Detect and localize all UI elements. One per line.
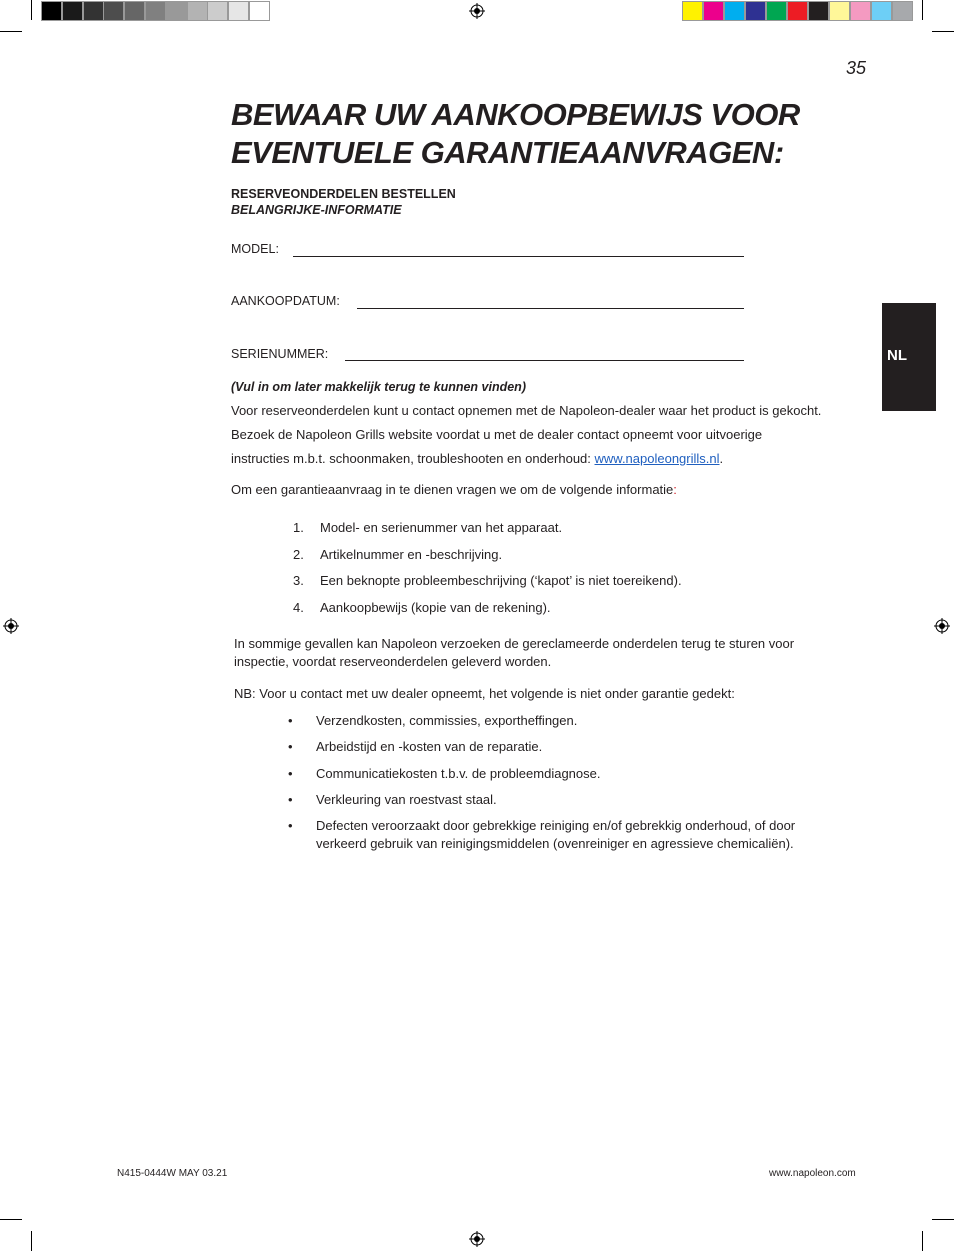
warranty-intro <box>231 482 677 497</box>
bullet-item-text: Verkleuring van roestvast staal. <box>316 792 497 807</box>
page-title <box>231 96 800 172</box>
color-swatch <box>829 1 850 21</box>
page-number: 35 <box>846 58 867 78</box>
parts-paragraph-line-3 <box>231 451 723 466</box>
bullet-icon: • <box>288 818 293 833</box>
gray-swatch <box>62 1 83 21</box>
numbered-item-text: Een beknopte probleembeschrijving (‘kapot’ is niet toereikend). <box>320 573 682 588</box>
purchase-date-label: AANKOOPDATUM: <box>231 294 340 308</box>
nb-intro: NB: Voor u contact met uw dealer opneemt, het volgende is niet onder garantie gedekt: <box>234 686 735 701</box>
model-label: MODEL: <box>231 242 279 256</box>
gray-swatch <box>228 1 249 21</box>
return-paragraph-line-2: inspectie, voordat reserveonderdelen geleverd worden. <box>234 654 552 669</box>
numbered-item-text: Model- en serienummer van het apparaat. <box>320 520 563 535</box>
crop-mark <box>0 31 22 32</box>
bullet-icon: • <box>288 792 293 807</box>
crop-mark <box>31 1231 32 1251</box>
crop-mark <box>922 1231 923 1251</box>
color-swatch <box>766 1 787 21</box>
numbered-item-text: Artikelnummer en -beschrijving. <box>320 547 503 562</box>
gray-swatch <box>249 1 270 21</box>
parts-paragraph-line-2: Bezoek de Napoleon Grills website voordat u met de dealer contact opneemt voor uitvoerige <box>231 427 763 442</box>
color-swatch <box>808 1 829 21</box>
gray-swatch <box>41 1 62 21</box>
footer-url: www.napoleon.com <box>769 1168 856 1179</box>
language-tab: NL <box>882 303 936 411</box>
gray-swatch <box>145 1 166 21</box>
napoleon-website-link[interactable]: www.napoleongrills.nl <box>594 451 720 466</box>
numbered-item-number: 4. <box>293 600 304 615</box>
sentence-period: . <box>719 451 724 466</box>
gray-swatch <box>207 1 228 21</box>
registration-mark-icon <box>3 618 19 634</box>
title-line-1: BEWAAR UW AANKOOPBEWIJS VOOR <box>231 97 800 132</box>
return-paragraph-line-1: In sommige gevallen kan Napoleon verzoeken de gereclameerde onderdelen terug te sturen voor <box>234 636 795 651</box>
crop-mark <box>0 1219 22 1220</box>
color-swatch <box>892 1 913 21</box>
color-swatch <box>850 1 871 21</box>
numbered-item-number: 1. <box>293 520 304 535</box>
color-swatch <box>703 1 724 21</box>
serial-label: SERIENUMMER: <box>231 347 329 361</box>
color-swatch <box>787 1 808 21</box>
bullet-item-text: Communicatiekosten t.b.v. de probleemdiagnose. <box>316 766 601 781</box>
section-heading: RESERVEONDERDELEN BESTELLEN <box>231 187 456 201</box>
gray-swatch <box>166 1 187 21</box>
gray-swatch <box>103 1 124 21</box>
gray-swatch <box>187 1 208 21</box>
bullet-item-continuation: verkeerd gebruik van reinigingsmiddelen (ovenreiniger en agressieve chemicaliën). <box>316 836 794 851</box>
warranty-intro-text: Om een garantieaanvraag in te dienen vragen we om de volgende informatie <box>231 482 674 497</box>
footer-document-code: N415-0444W MAY 03.21 <box>117 1168 228 1179</box>
color-swatch <box>682 1 703 21</box>
registration-mark-icon <box>469 3 485 19</box>
registration-mark-icon <box>934 618 950 634</box>
bullet-item-text: Defecten veroorzaakt door gebrekkige reiniging en/of gebrekkig onderhoud, of door <box>316 818 796 833</box>
gray-swatch <box>83 1 104 21</box>
title-line-2: EVENTUELE GARANTIEAANVRAGEN: <box>231 135 784 170</box>
fill-note: (Vul in om later makkelijk terug te kunnen vinden) <box>231 380 526 394</box>
gray-swatch <box>124 1 145 21</box>
crop-mark <box>31 0 32 20</box>
registration-mark-icon <box>469 1231 485 1247</box>
warranty-intro-colon: : <box>673 482 677 497</box>
parts-paragraph-line-1: Voor reserveonderdelen kunt u contact opnemen met de Napoleon-dealer waar het product is gekocht. <box>231 403 822 418</box>
bullet-item-text: Arbeidstijd en -kosten van de reparatie. <box>316 739 543 754</box>
crop-mark <box>932 31 954 32</box>
serial-line <box>345 360 744 361</box>
bullet-item-text: Verzendkosten, commissies, exportheffingen. <box>316 713 578 728</box>
bullet-icon: • <box>288 766 293 781</box>
color-swatch <box>871 1 892 21</box>
section-subheading: BELANGRIJKE-INFORMATIE <box>231 203 402 217</box>
model-line <box>293 256 744 257</box>
bullet-icon: • <box>288 739 293 754</box>
crop-mark <box>922 0 923 20</box>
color-swatch <box>745 1 766 21</box>
purchase-date-line <box>357 308 744 309</box>
bullet-icon: • <box>288 713 293 728</box>
numbered-item-number: 2. <box>293 547 304 562</box>
numbered-item-text: Aankoopbewijs (kopie van de rekening). <box>320 600 551 615</box>
color-swatch <box>724 1 745 21</box>
instructions-text: instructies m.b.t. schoonmaken, troubleshooten en onderhoud: <box>231 451 595 466</box>
numbered-item-number: 3. <box>293 573 304 588</box>
crop-mark <box>932 1219 954 1220</box>
